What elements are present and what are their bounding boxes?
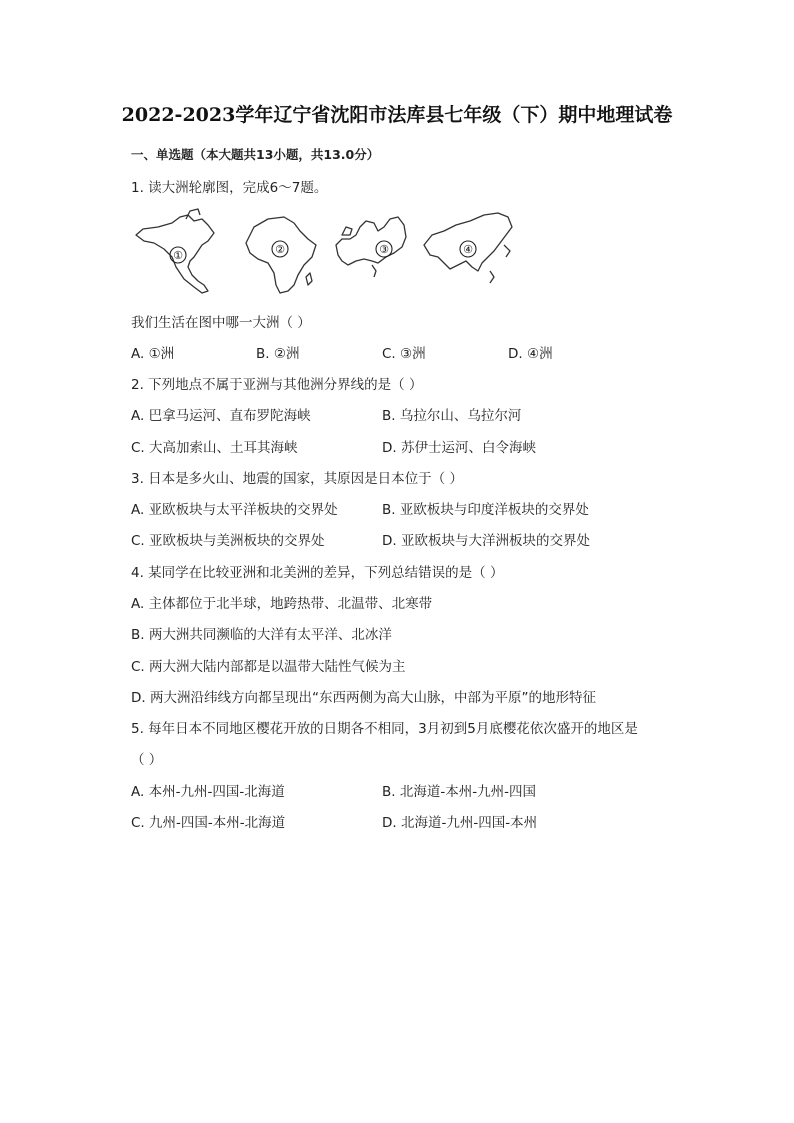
q3-option-a: A. 亚欧板块与太平洋板块的交界处 <box>131 502 338 518</box>
q4-option-b: B. 两大洲共同濒临的大洋有太平洋、北冰洋 <box>131 627 392 643</box>
q1-option-a: A. ①洲 <box>131 346 175 362</box>
question-2-stem: 2. 下列地点不属于亚洲与其他洲分界线的是（ ） <box>131 377 423 393</box>
q2-option-a: A. 巴拿马运河、直布罗陀海峡 <box>131 408 311 424</box>
q5-option-b: B. 北海道-本州-九州-四国 <box>382 784 536 800</box>
q1-option-d: D. ④洲 <box>508 346 553 362</box>
section-heading: 一、单选题（本大题共13小题，共13.0分） <box>131 147 380 162</box>
q5-option-d: D. 北海道-九州-四国-本州 <box>382 815 538 831</box>
exam-title: 2022-2023学年辽宁省沈阳市法库县七年级（下）期中地理试卷 <box>121 104 673 126</box>
q2-option-c: C. 大高加索山、土耳其海峡 <box>131 440 298 456</box>
asia-outline <box>424 213 512 271</box>
q3-option-b: B. 亚欧板块与印度洋板块的交界处 <box>382 502 589 518</box>
q5-option-c: C. 九州-四国-本州-北海道 <box>131 815 286 831</box>
question-3-stem: 3. 日本是多火山、地震的国家，其原因是日本位于（ ） <box>131 471 463 487</box>
question-1-stem: 1. 读大洲轮廓图，完成6～7题。 <box>131 180 328 196</box>
q2-option-d: D. 苏伊士运河、白令海峡 <box>382 440 536 456</box>
question-1-subquestion: 我们生活在图中哪一大洲（ ） <box>131 315 311 331</box>
question-4-stem: 4. 某同学在比较亚洲和北美洲的差异，下列总结错误的是（ ） <box>131 565 504 581</box>
map-label-2: ② <box>275 243 285 256</box>
question-5-stem-continued: （ ） <box>131 752 163 768</box>
q1-option-b: B. ②洲 <box>256 346 300 362</box>
q3-option-d: D. 亚欧板块与大洋洲板块的交界处 <box>382 533 590 549</box>
map-label-1: ① <box>173 249 183 262</box>
q4-option-c: C. 两大洲大陆内部都是以温带大陆性气候为主 <box>131 659 406 675</box>
q2-option-b: B. 乌拉尔山、乌拉尔河 <box>382 408 522 424</box>
map-label-4: ④ <box>463 243 473 256</box>
q4-option-d: D. 两大洲沿纬线方向都呈现出“东西两侧为高大山脉，中部为平原”的地形特征 <box>131 690 596 706</box>
europe-outline <box>336 217 406 265</box>
q1-option-c: C. ③洲 <box>382 346 426 362</box>
continent-outline-maps <box>128 205 523 300</box>
map-label-3: ③ <box>379 243 389 256</box>
q3-option-c: C. 亚欧板块与美洲板块的交界处 <box>131 533 325 549</box>
q5-option-a: A. 本州-九州-四国-北海道 <box>131 784 285 800</box>
question-5-stem: 5. 每年日本不同地区樱花开放的日期各不相同，3月初到5月底樱花依次盛开的地区是 <box>131 721 638 737</box>
q4-option-a: A. 主体都位于北半球，地跨热带、北温带、北寒带 <box>131 596 433 612</box>
